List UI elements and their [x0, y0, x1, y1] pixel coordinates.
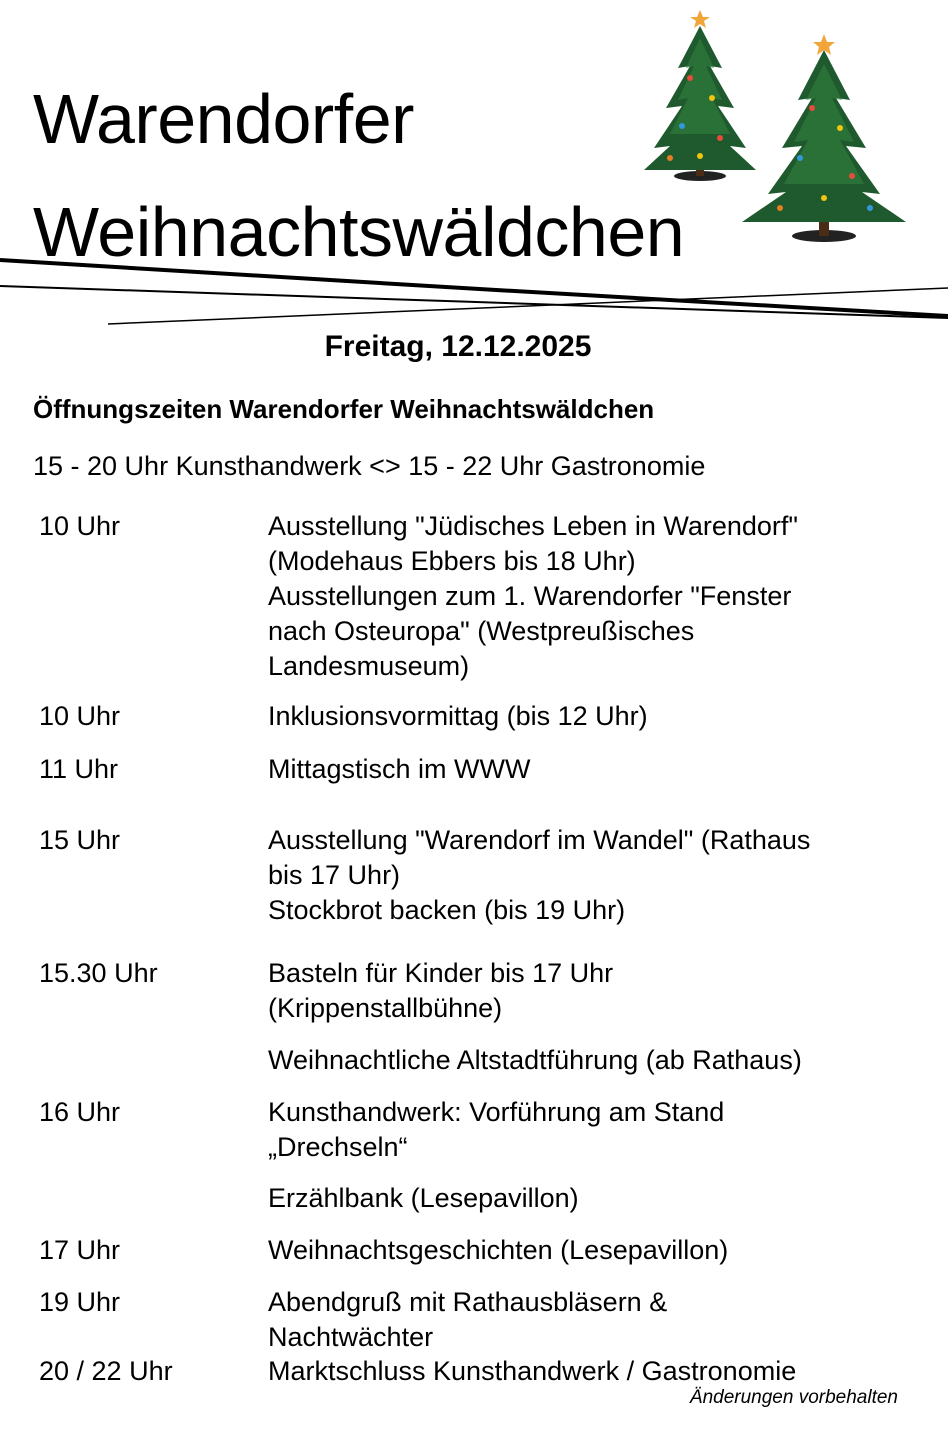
schedule-description	[268, 1285, 908, 1355]
schedule-description-line: Ausstellung "Warendorf im Wandel" (Rathaus	[268, 825, 811, 855]
schedule-description-line: Mittagstisch im WWW	[268, 754, 531, 784]
disclaimer-note: Änderungen vorbehalten	[689, 1387, 898, 1408]
schedule-description	[268, 752, 908, 787]
schedule-description-line: Kunsthandwerk: Vorführung am Stand	[268, 1097, 725, 1127]
schedule-description-line: Weihnachtsgeschichten (Lesepavillon)	[268, 1235, 729, 1265]
opening-hours-heading: Öffnungszeiten Warendorfer Weihnachtswäldchen	[33, 394, 655, 424]
schedule-description-line: Erzählbank (Lesepavillon)	[268, 1183, 579, 1213]
schedule-description-line: Marktschluss Kunsthandwerk / Gastronomie	[268, 1356, 797, 1386]
schedule-description-line: Stockbrot backen (bis 19 Uhr)	[268, 895, 626, 925]
schedule-description-line: „Drechseln“	[268, 1132, 408, 1162]
schedule-time: 10 Uhr	[39, 701, 121, 731]
schedule-time: 15 Uhr	[39, 825, 121, 855]
schedule-description	[268, 1354, 908, 1389]
schedule-description-line: bis 17 Uhr)	[268, 860, 401, 890]
event-date: Freitag, 12.12.2025	[324, 330, 592, 363]
schedule-description-line: Ausstellungen zum 1. Warendorfer "Fenster	[268, 581, 792, 611]
opening-hours: 15 - 20 Uhr Kunsthandwerk <> 15 - 22 Uhr Gastronomie	[33, 451, 706, 481]
schedule-description-line: Inklusionsvormittag (bis 12 Uhr)	[268, 701, 648, 731]
schedule-description	[268, 1095, 908, 1165]
schedule-description-line: Weihnachtliche Altstadtführung (ab Rathaus)	[268, 1045, 802, 1075]
schedule-description-line: Ausstellung "Jüdisches Leben in Warendorf"	[268, 511, 798, 541]
page-title-line-2: Weihnachtswäldchen	[33, 193, 685, 271]
schedule-time: 11 Uhr	[39, 754, 119, 784]
schedule-description	[268, 509, 908, 684]
schedule-description	[268, 1043, 908, 1078]
schedule-description-line: (Modehaus Ebbers bis 18 Uhr)	[268, 546, 636, 576]
schedule-time: 20 / 22 Uhr	[39, 1356, 173, 1386]
decorative-lines	[0, 250, 948, 330]
schedule-description	[268, 1181, 908, 1216]
schedule-description	[268, 1233, 908, 1268]
schedule-description-line: Basteln für Kinder bis 17 Uhr	[268, 958, 614, 988]
schedule-time: 15.30 Uhr	[39, 958, 158, 988]
page-title-line-1: Warendorfer	[33, 80, 414, 158]
schedule-description-line: nach Osteuropa" (Westpreußisches	[268, 616, 695, 646]
schedule-description	[268, 699, 908, 734]
schedule-time: 17 Uhr	[39, 1235, 121, 1265]
schedule-description-line: Abendgruß mit Rathausbläsern &	[268, 1287, 668, 1317]
schedule-description-line: Landesmuseum)	[268, 651, 470, 681]
schedule-description	[268, 823, 908, 928]
schedule-time: 19 Uhr	[39, 1287, 121, 1317]
schedule-description-line: Nachtwächter	[268, 1322, 434, 1352]
schedule-description	[268, 956, 908, 1026]
christmas-trees-icon	[630, 8, 920, 243]
schedule-time: 10 Uhr	[39, 511, 121, 541]
schedule-time: 16 Uhr	[39, 1097, 121, 1127]
schedule-description-line: (Krippenstallbühne)	[268, 993, 503, 1023]
